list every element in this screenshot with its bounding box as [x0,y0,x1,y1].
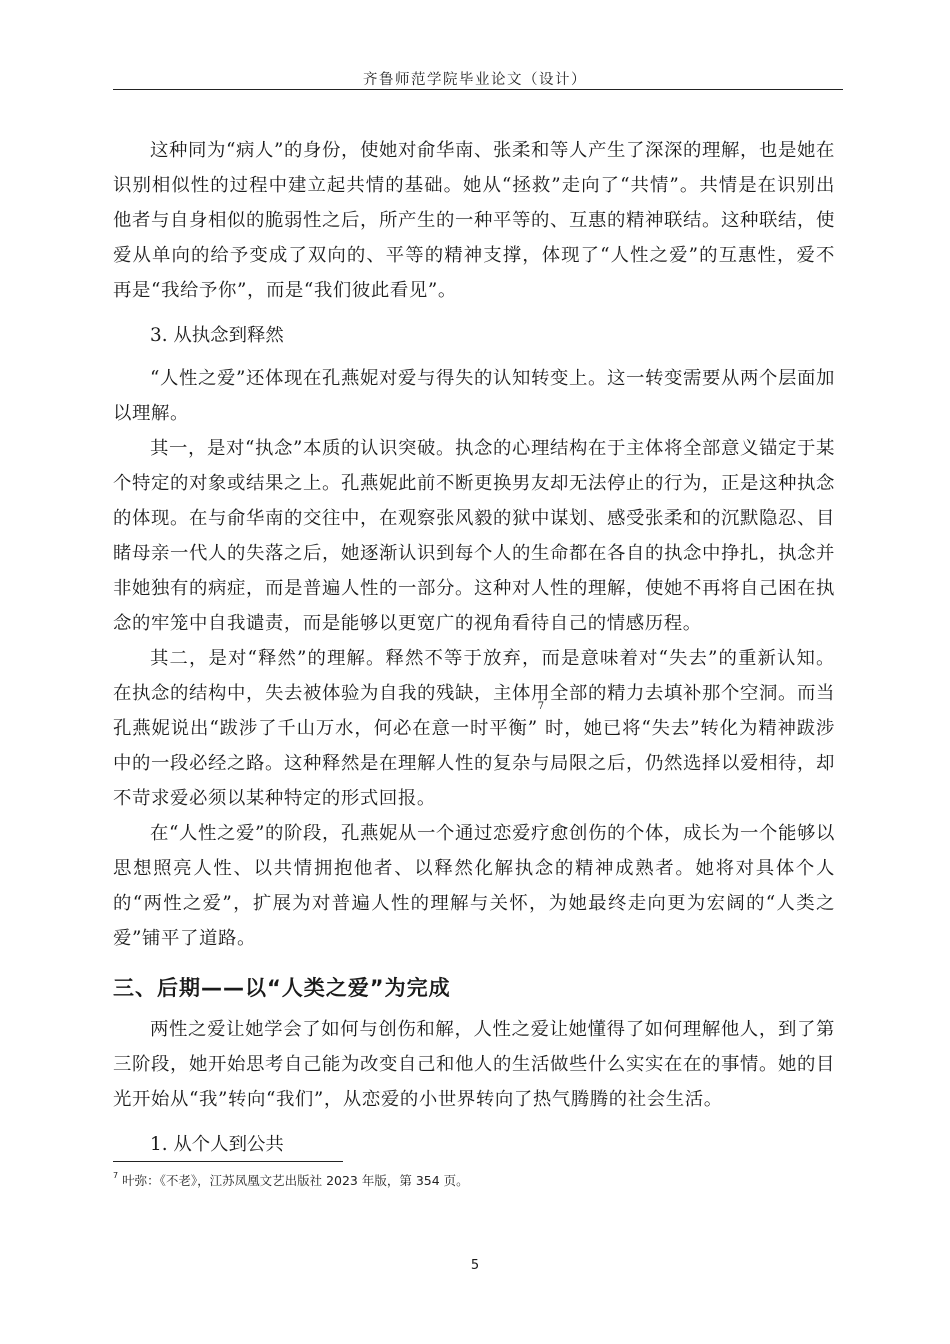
footnote-text: 叶弥：《不老》，江苏凤凰文艺出版社 2023 年版，第 354 页。 [122,1173,469,1188]
paragraph-text: 时，她已将“失去”转化为精神跋涉中的一段必经之路。这种释然是在理解人性的复杂与局限之后，仍然选择以爱相待，却不苛求爱必须以某种特定的形式回报。 [113,718,835,809]
paragraph: 两性之爱让她学会了如何与创伤和解，人性之爱让她懂得了如何理解他人，到了第三阶段，她开始思考自己能为改变自己和他人的生活做些什么实实在在的事情。她的目光开始从“我”转向“我们”，从恋爱的小世界转向了热气腾腾的社会生活。 [113,1019,835,1110]
header-divider [113,89,843,90]
footnote [113,1171,469,1189]
footnote-marker: 7 [113,1171,119,1180]
paragraph: “人性之爱”还体现在孔燕妮对爱与得失的认知转变上。这一转变需要从两个层面加以理解。 [113,368,835,424]
subsection-heading: 1. 从个人到公共 [150,1134,284,1155]
paragraph-text: 其二，是对“释然”的理解。释然不等于放弃，而是意味着对“失去”的重新认知。在执念的结构中，失去被体验为自我的残缺，主体用全部的精力去填补那个空洞。而当孔燕妮说出“跋涉了千山万水，何必在意一时平衡” [113,648,835,739]
page-number: 5 [470,1258,480,1273]
section-heading: 三、后期——以“人类之爱”为完成 [113,976,451,1000]
running-header: 齐鲁师范学院毕业论文（设计） [363,72,587,88]
body-text [113,133,835,1162]
paragraph: 其一，是对“执念”本质的认识突破。执念的心理结构在于主体将全部意义锚定于某个特定的对象或结果之上。孔燕妮此前不断更换男友却无法停止的行为，正是这种执念的体现。在与俞华南的交往中，在观察张风毅的狱中谋划、感受张柔和的沉默隐忍、目睹母亲一代人的失落之后，她逐渐认识到每个人的生命都在各自的执念中挣扎，执念并非她独有的病症，而是普遍人性的一部分。这种对人性的理解，使她不再将自己困在执念的牢笼中自我谴责，而是能够以更宽广的视角看待自己的情感历程。 [113,438,835,634]
paragraph [113,641,835,816]
footnote-reference[interactable]: 7 [537,701,545,712]
paragraph: 在“人性之爱”的阶段，孔燕妮从一个通过恋爱疗愈创伤的个体，成长为一个能够以思想照亮人性、以共情拥抱他者、以释然化解执念的精神成熟者。她将对具体个人的“两性之爱”，扩展为对普遍人性的理解与关怀，为她最终走向更为宏阔的“人类之爱”铺平了道路。 [113,823,835,949]
subsection-heading: 3. 从执念到释然 [150,325,284,346]
paragraph: 这种同为“病人”的身份，使她对俞华南、张柔和等人产生了深深的理解，也是她在识别相似性的过程中建立起共情的基础。她从“拯救”走向了“共情”。共情是在识别出他者与自身相似的脆弱性之后，所产生的一种平等的、互惠的精神联结。这种联结，使爱从单向的给予变成了双向的、平等的精神支撑，体现了“人性之爱”的互惠性，爱不再是“我给予你”，而是“我们彼此看见”。 [113,140,835,301]
footnote-divider [113,1161,343,1162]
